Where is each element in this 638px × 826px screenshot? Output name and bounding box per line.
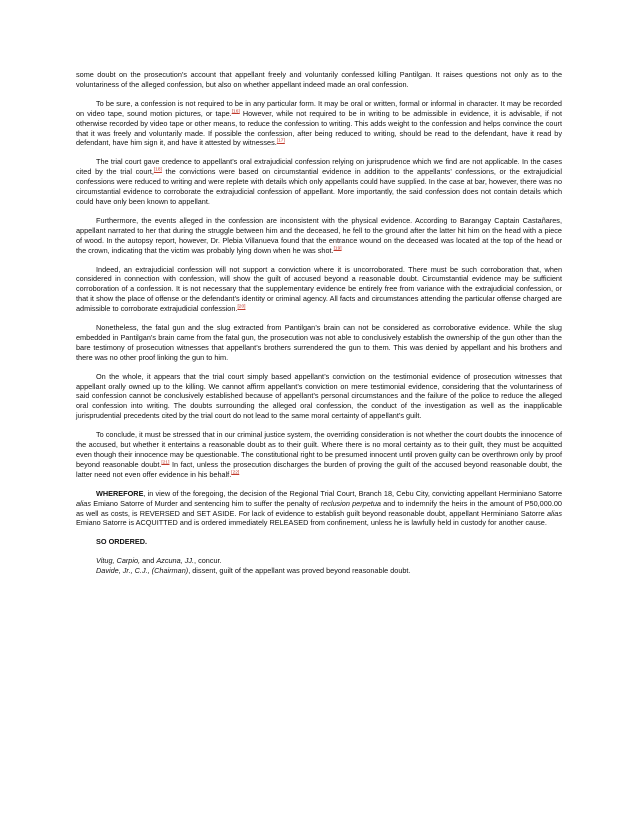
text-run: On the whole, it appears that the trial court simply based appellant’s conviction on the testimonial evidence of prosecution witnesses that appellant orally owned up to the killing. We cannot affirm appellant’s conviction on mere testimonial evidence, considering that the voluntariness of said confession cannot be conclusively established because of appellant’s personal circumstances and the failure of the police to reduce the alleged oral confession into writing. The doubts surrounding the alleged oral confession, the conduct of the investigation as well as the inapplicable jurisprudential precedents cited by the trial court do not lead to the same moral certainty of appellant’s guilt. xyxy=(76,371,562,421)
text-run: and xyxy=(140,556,157,566)
footnote-link[interactable]: [17] xyxy=(276,139,285,145)
text-run: Emiano Satorre of Murder and sentencing him to suffer the penalty of xyxy=(91,498,321,508)
paragraph xyxy=(76,430,562,480)
footnote-link[interactable]: [19] xyxy=(333,246,342,252)
so-ordered xyxy=(76,537,562,547)
italic-text: Azcuna, JJ. xyxy=(156,556,195,566)
bold-text: SO ORDERED. xyxy=(96,537,148,547)
paragraph xyxy=(76,70,562,90)
italic-text: Davide, Jr., C.J., (Chairman) xyxy=(96,566,189,576)
italic-text: reclusion perpetua xyxy=(320,498,381,508)
text-run: Furthermore, the events alleged in the confession are inconsistent with the physical evidence. According to Barangay Captain Castañares, appellant narrated to her that during the struggle between him and the deceased, he fell to the ground after the latter hit him on the head with a piece of wood. In the autopsy report, however, Dr. Plebia Villanueva found that the entrance wound on the deceased was located at the top of the head or the crown, indicating that the victim was probably lying down when he was shot. xyxy=(76,215,562,255)
text-run: However, while not required to be in writing to be admissible in evidence, it is advisable, if not otherwise recorded by video tape or other means, to reduce the confession to writing. This adds weight to the confession and helps convince the court that it was freely and voluntarily made. If possible the confession, after being reduced to writing, should be read to the defendant, have it read by defendant, have him sign it, and have it attested by witnesses. xyxy=(76,108,562,148)
paragraph xyxy=(76,372,562,422)
text-run: , dissent, guilt of the appellant was proved beyond reasonable doubt. xyxy=(188,566,411,576)
text-run: and to indemnify the heirs in the amount of P50,000.00 as well as costs, is REVERSED and SET ASIDE. For lack of evidence to establish guilt beyond reasonable doubt, appellant Herminiano Satorre xyxy=(76,498,562,518)
footnote-link[interactable]: [18] xyxy=(153,167,162,173)
dispositive-paragraph xyxy=(76,489,562,529)
paragraph xyxy=(76,216,562,256)
text-run: To be sure, a confession is not required to be in any particular form. It may be oral or written, formal or informal in character. It may be recorded on video tape, sound motion pictures, or tape. xyxy=(76,98,562,118)
text-run: The trial court gave credence to appellant’s oral extrajudicial confession relying on jurisprudence which we find are not applicable. In the cases cited by the trial court, xyxy=(76,157,562,177)
paragraph xyxy=(76,157,562,207)
italic-text: Vitug, Carpio, xyxy=(96,556,141,566)
paragraph xyxy=(76,265,562,315)
text-run: , concur. xyxy=(194,556,222,566)
footnote-link[interactable]: [16] xyxy=(231,109,240,115)
concurrence-line xyxy=(76,556,562,566)
text-run: the convictions were based on circumstantial evidence in addition to the appellants’ confessions, or the extrajudicial confessions were reduced to writing and were replete with details which only appellants could have supplied. In the case at bar, however, there was no circumstantial evidence to corroborate the extrajudicial confession of appellant. More importantly, the said confession does not contain details which could have only been known to appellant. xyxy=(76,167,562,206)
footnote-link[interactable]: [20] xyxy=(237,304,246,310)
italic-text: alias xyxy=(76,498,92,508)
text-run: some doubt on the prosecution’s account that appellant freely and voluntarily confessed killing Pantilgan. It raises questions not only as to the voluntariness of the alleged confession, but also on whether appellant indeed made an oral confession. xyxy=(76,70,562,89)
text-run: , in view of the foregoing, the decision of the Regional Trial Court, Branch 18, Cebu City, convicting appellant Herminiano Satorre xyxy=(143,488,562,498)
text-run: To conclude, it must be stressed that in our criminal justice system, the overriding consideration is not whether the court doubts the innocence of the accused, but whether it entertains a reasonable doubt as to their guilt. Where there is no moral certainty as to their guilt, they must be acquitted even though their innocence may be questionable. The constitutional right to be presumed innocent until proven guilty can be overthrown only by proof beyond reasonable doubt. xyxy=(76,430,562,469)
footnote-link[interactable]: [21] xyxy=(161,460,170,466)
bold-text: WHEREFORE xyxy=(96,488,144,498)
paragraph xyxy=(76,99,562,149)
text-run: Nonetheless, the fatal gun and the slug extracted from Pantilgan’s brain can not be considered as corroborative evidence. While the slug embedded in Pantilgan’s brain came from the fatal gun, the prosecution was not able to conclusively establish the ownership of the gun other than the bare testimony of prosecution witnesses that appellant’s brothers surrendered the gun to them. This was denied by appellant and his brothers and there was no other proof linking the gun to him. xyxy=(76,323,562,362)
text-run: Emiano Satorre is ACQUITTED and is ordered immediately RELEASED from confinement, unless he is lawfully held in custody for another cause. xyxy=(76,518,547,528)
footnote-link[interactable]: [22] xyxy=(231,470,240,476)
text-run: Indeed, an extrajudicial confession will not support a conviction where it is uncorroborated. There must be such corroboration that, when considered in connection with confession, will show the guilt of accused beyond a reasonable doubt. Circumstantial evidence may be sufficient corroboration of a confession. It is not necessary that the supplementary evidence be entirely free from variance with the extrajudicial confession, or that it show the place of offense or the defendant’s identity or criminal agency. All facts and circumstances attending the particular offense charged are admissible to corroborate extrajudicial confession. xyxy=(76,264,562,314)
text-run: In fact, unless the prosecution discharges the burden of proving the guilt of the accused beyond reasonable doubt, the latter need not even offer evidence in his behalf. xyxy=(76,459,563,479)
document-body xyxy=(76,70,562,585)
dissent-line xyxy=(76,566,562,576)
paragraph xyxy=(76,323,562,363)
italic-text: alias xyxy=(546,508,562,518)
